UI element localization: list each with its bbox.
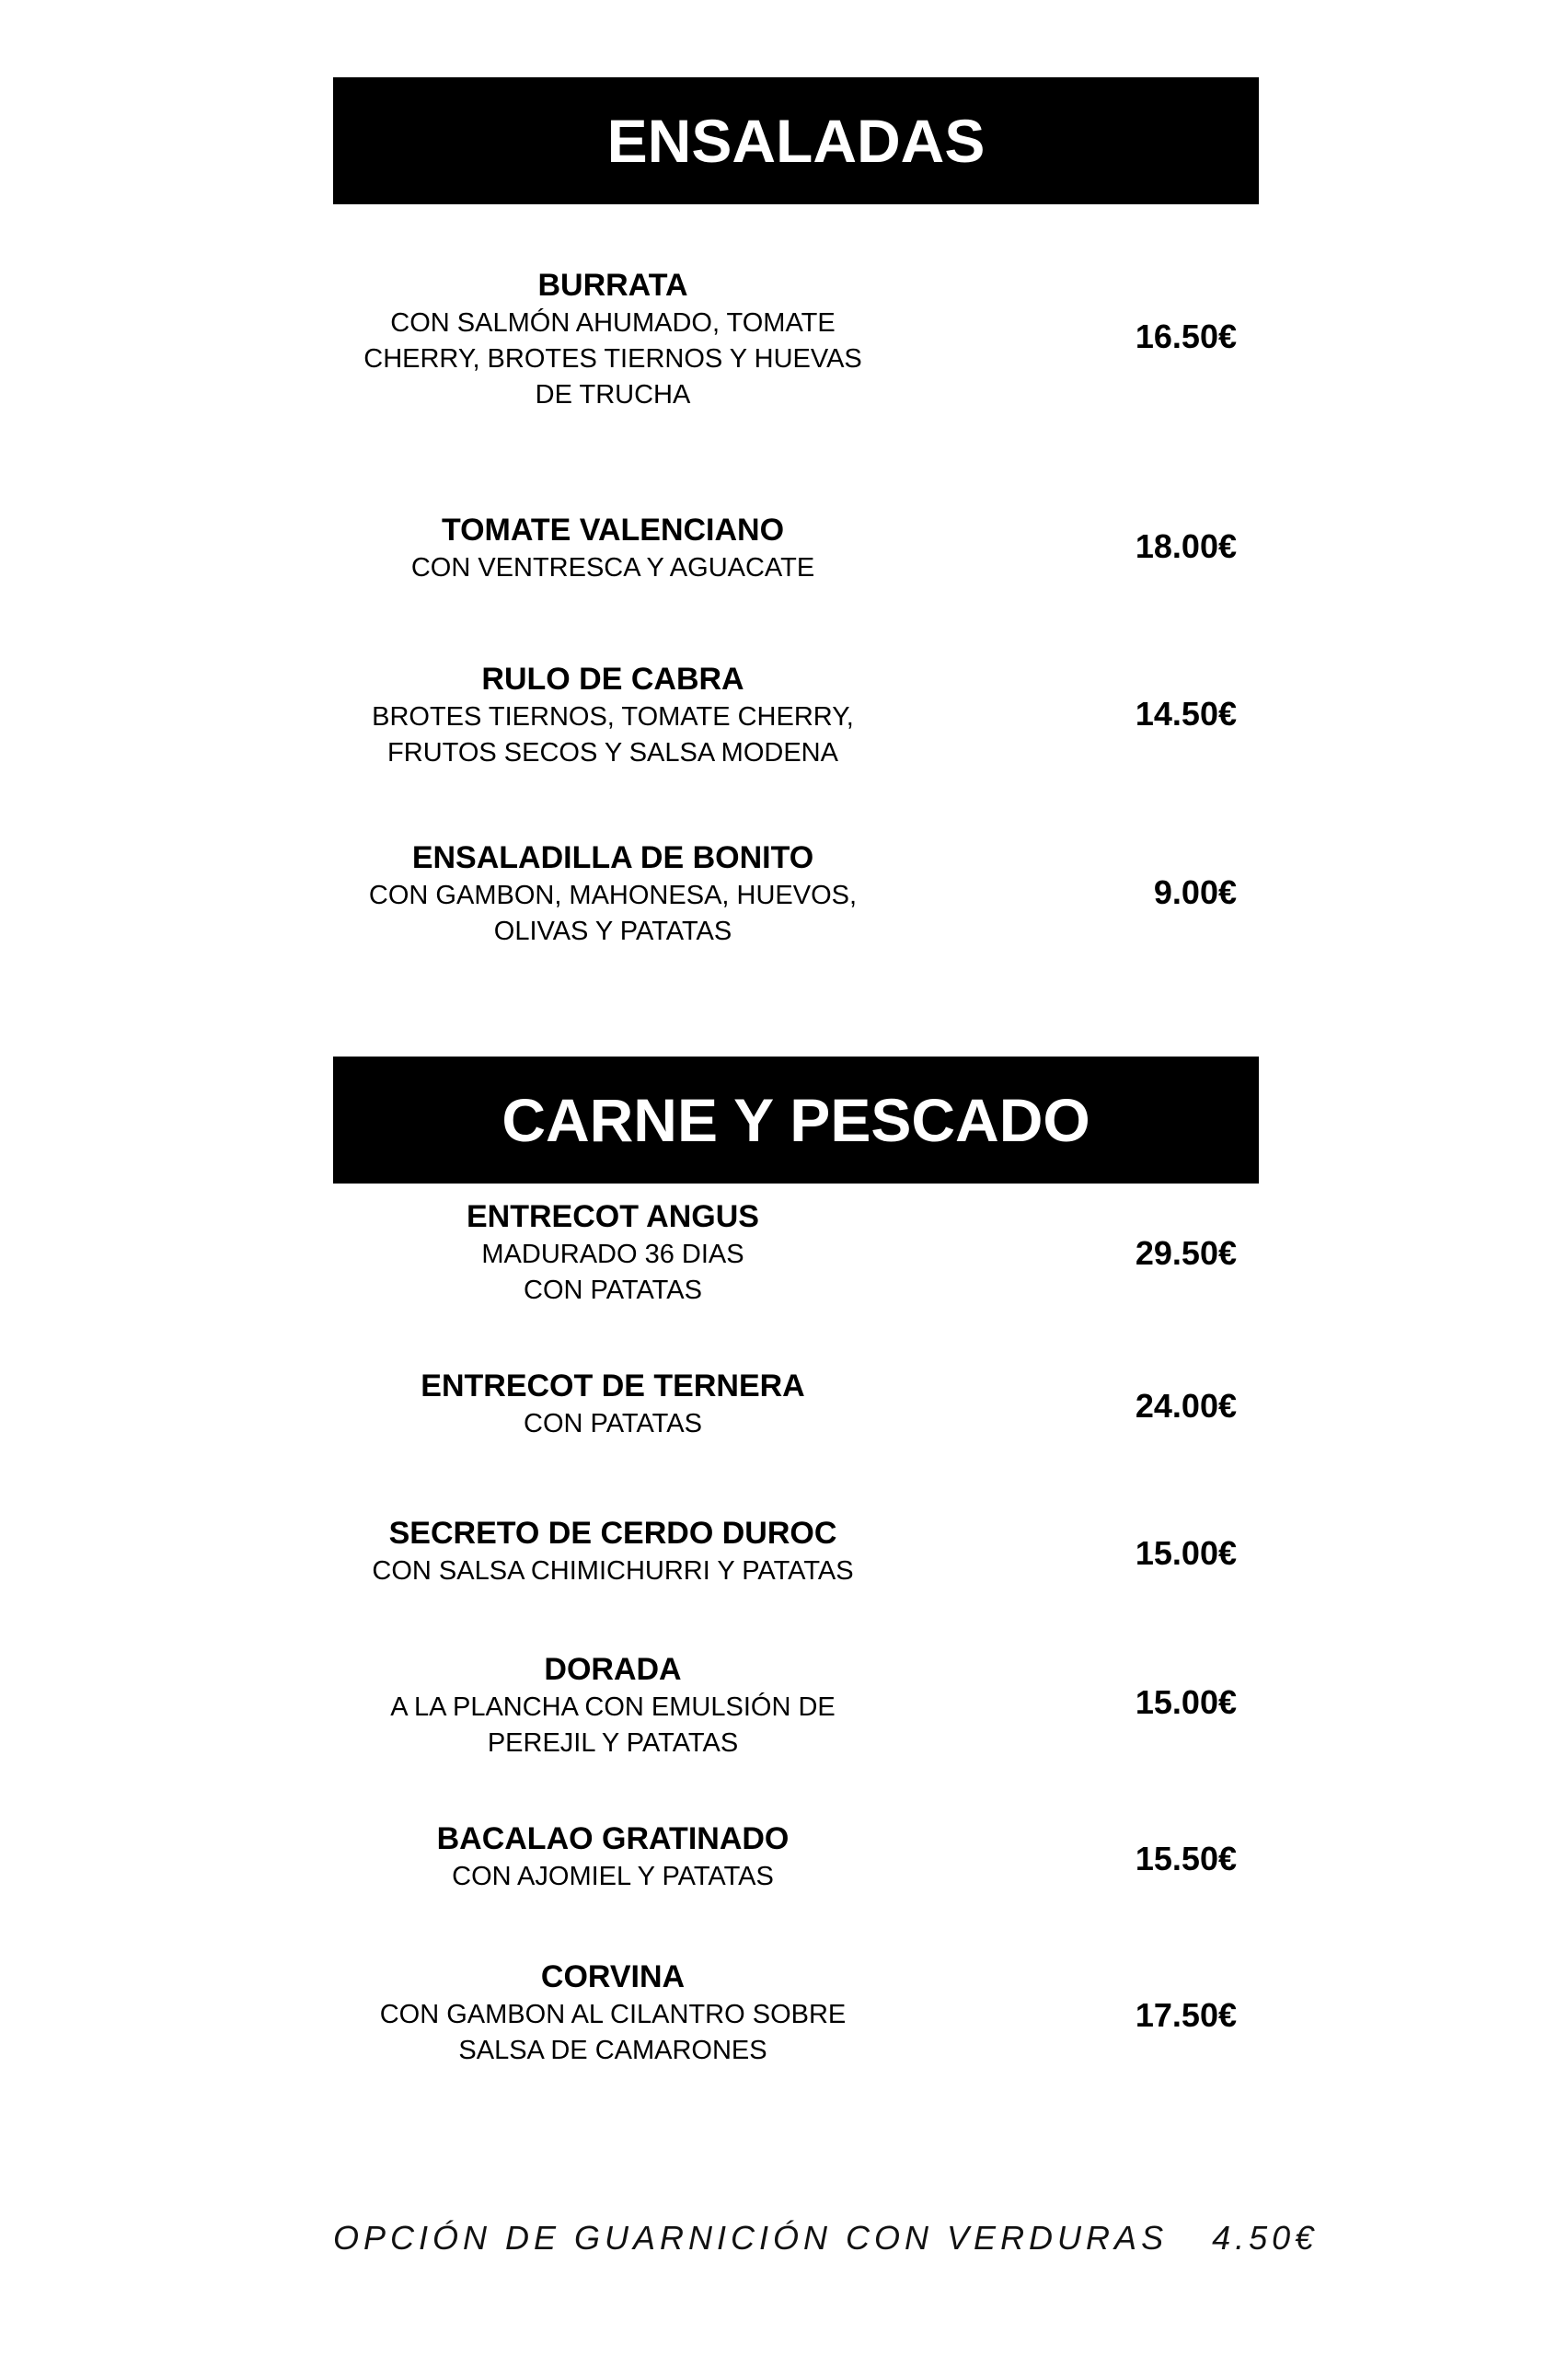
menu-item-text — [333, 265, 893, 413]
menu-item-price: 9.00€ — [1153, 873, 1237, 911]
menu-item-description: BROTES TIERNOS, TOMATE CHERRY, FRUTOS SECOS Y SALSA MODENA — [372, 702, 854, 768]
menu-item-name: CORVINA — [540, 1959, 686, 1994]
menu-item-description: CON GAMBON, MAHONESA, HUEVOS, OLIVAS Y PATATAS — [368, 881, 858, 946]
menu-item-description: CON GAMBON AL CILANTRO SOBRE SALSA DE CAMARONES — [379, 2000, 847, 2065]
section-header-carne-y-pescado: CARNE Y PESCADO — [333, 1057, 1259, 1184]
menu-item-description: MADURADO 36 DIAS CON PATATAS — [481, 1240, 744, 1305]
menu-item-price: 29.50€ — [1135, 1234, 1237, 1272]
menu-item-name: ENTRECOT DE TERNERA — [421, 1369, 805, 1403]
garnish-option-label: OPCIÓN DE GUARNICIÓN CON VERDURAS — [333, 2219, 1169, 2257]
garnish-option-price: 4.50€ — [1212, 2219, 1319, 2257]
menu-item-price: 15.00€ — [1135, 1683, 1237, 1721]
menu-item-name: ENSALADILLA DE BONITO — [411, 840, 814, 875]
menu-item-name: BACALAO GRATINADO — [436, 1821, 790, 1856]
menu-item-price: 15.50€ — [1135, 1840, 1237, 1877]
menu-item-name: RULO DE CABRA — [481, 662, 744, 697]
menu-item-description: CON SALSA CHIMICHURRI Y PATATAS — [372, 1556, 854, 1586]
garnish-option-note — [333, 2218, 1319, 2258]
menu-item-name: TOMATE VALENCIANO — [441, 513, 785, 548]
menu-item-text — [333, 1366, 893, 1442]
menu-item-name: SECRETO DE CERDO DUROC — [388, 1516, 837, 1551]
menu-item-description: CON PATATAS — [524, 1409, 702, 1438]
menu-item-price: 17.50€ — [1135, 1996, 1237, 2034]
section-header-ensaladas: ENSALADAS — [333, 77, 1259, 204]
menu-item-price: 18.00€ — [1135, 527, 1237, 565]
menu-item-text — [333, 1649, 893, 1761]
menu-item-description: CON SALMÓN AHUMADO, TOMATE CHERRY, BROTES TIERNOS Y HUEVAS DE TRUCHA — [363, 308, 862, 410]
menu-item-text — [333, 1513, 893, 1589]
menu-item-description: A LA PLANCHA CON EMULSIÓN DE PEREJIL Y PATATAS — [390, 1692, 836, 1758]
menu-item-text — [333, 659, 893, 771]
menu-item-text — [333, 1196, 893, 1309]
menu-item-price: 24.00€ — [1135, 1387, 1237, 1425]
menu-item-name: ENTRECOT ANGUS — [467, 1199, 759, 1234]
menu-item-description: CON AJOMIEL Y PATATAS — [452, 1862, 774, 1891]
menu-item-name: DORADA — [544, 1652, 682, 1687]
menu-item-price: 15.00€ — [1135, 1534, 1237, 1572]
menu-item-text — [333, 1819, 893, 1895]
menu-item-price: 14.50€ — [1135, 695, 1237, 733]
menu-item-name: BURRATA — [537, 268, 688, 303]
menu-item-text — [333, 837, 893, 950]
menu-item-text — [333, 510, 893, 586]
menu-item-price: 16.50€ — [1135, 318, 1237, 355]
menu-item-description: CON VENTRESCA Y AGUACATE — [410, 553, 815, 583]
menu-item-text — [333, 1957, 893, 2069]
